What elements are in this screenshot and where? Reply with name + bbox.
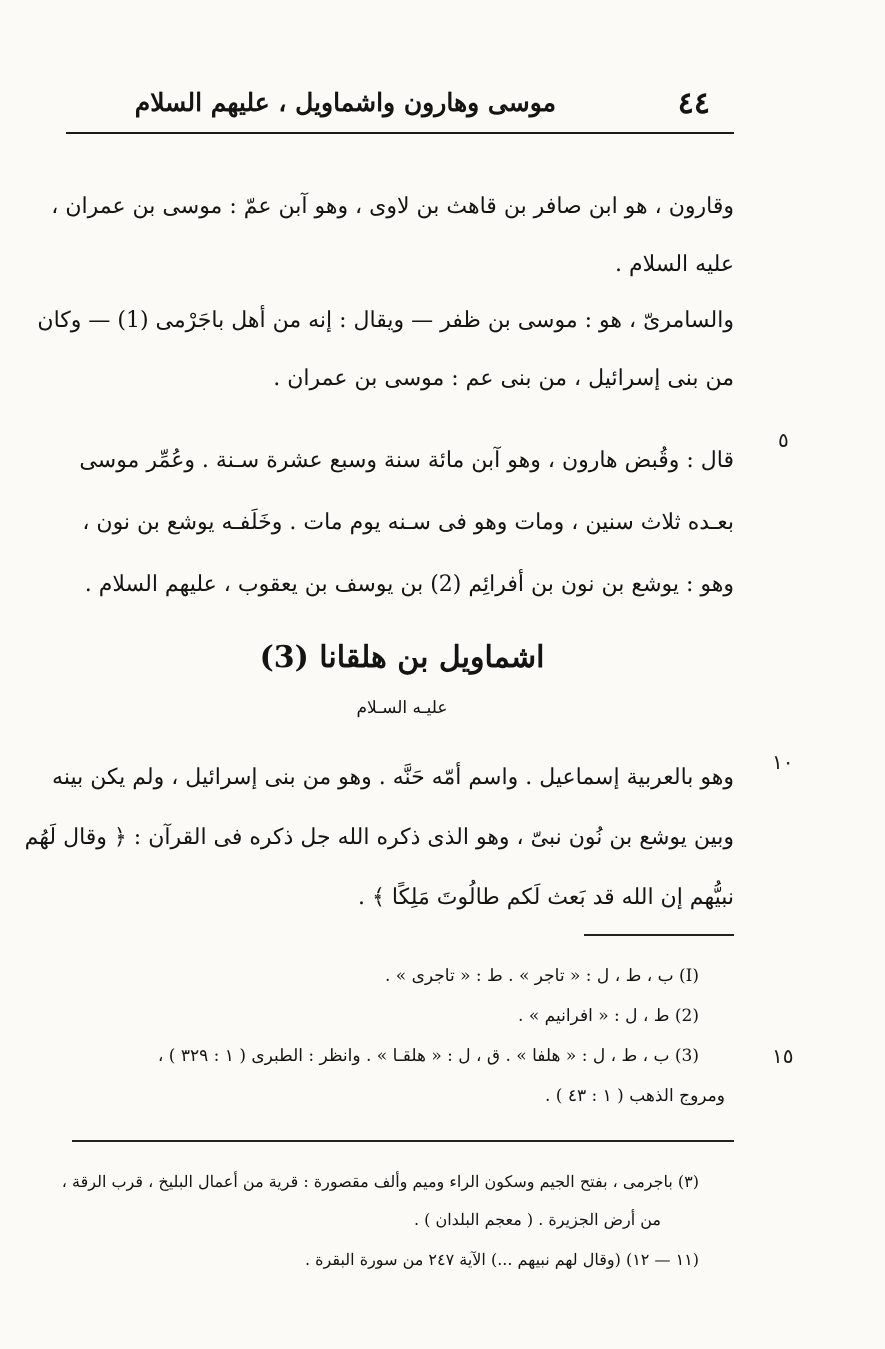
line-number-15: ١٥ [772,1044,794,1068]
text-line: وقارون ، هو ابن صافر بن قاهث بن لاوى ، وهو آبن عمّ : موسى بن عمران ، [51,194,734,219]
text-line: بعـده ثلاث سنين ، ومات وهو فى سـنه يوم مات . وخَلَفـه يوشع بن نون ، [82,510,734,535]
running-title: موسى وهارون واشماويل ، عليهم السلام [134,88,556,117]
paragraph-qarun [51,178,734,294]
text-line: عليه السلام . [614,252,734,277]
paragraph-samiri [37,292,734,408]
editor-note-1-line1: (٣) باجرمى ، بفتح الجيم وسكون الراء وميم وألف مقصورة : قرية من أعمال البليخ ، قرب الرقة ، [61,1172,699,1191]
text-line: من بنى إسرائيل ، من بنى عم : موسى بن عمران . [273,366,734,391]
footnote-3-line1: (3) ب ، ط ، ل : « هلفا » . ق ، ل : « هلقـا » . وانظر : الطبرى ( ١ : ٣٢٩ ) ، [157,1046,699,1066]
text-line: قال : وقُبض هارون ، وهو آبن مائة سنة وسبع عشرة سـنة . وعُمِّر موسى [79,448,734,473]
editor-note-2: (١١ — ١٢) (وقال لهم نبيهم ...) الآية ٢٤٧ من سورة البقرة . [304,1250,699,1269]
section-title: اشماويل بن هلقانا (3) [259,640,545,675]
line-number-5: ٥ [778,428,789,452]
editor-notes-rule [72,1140,734,1142]
editor-note-1-line2: من أرض الجزيرة . ( معجم البلدان ) . [413,1210,661,1229]
footnote-3-line2: ومروج الذهب ( ١ : ٤٣ ) . [544,1086,725,1106]
text-line: وهو بالعربية إسماعيل . واسم أمّه حَنَّه . وهو من بنى إسرائيل ، ولم يكن بينه [52,765,734,790]
page-number: ٤٤ [677,86,710,121]
footnote-1: (I) ب ، ط ، ل : « تاجر » . ط : « تاجرى » . [385,966,699,986]
section-subtitle: عليـه السـلام [356,698,448,718]
text-line: والسامرىّ ، هو : موسى بن ظفر — ويقال : إنه من أهل باجَرْمى (1) — وكان [37,308,734,333]
page-header [66,82,734,128]
footnote-2: (2) ط ، ل : « افرانيم » . [518,1006,699,1026]
header-rule [66,132,734,134]
text-line: نبيُّهم إن الله قد بَعث لَكم طالُوتَ مَلِكًا ﴾ . [358,885,734,910]
text-line: وهو : يوشع بن نون بن أفرائِم (2) بن يوسف بن يعقوب ، عليهم السلام . [84,572,734,597]
paragraph-ishmawil [24,748,734,928]
text-line: وبين يوشع بن نُون نبىّ ، وهو الذى ذكره الله جل ذكره فى القرآن : ﴿ وقال لَهُم [24,825,734,850]
line-number-10: ١٠ [772,750,794,774]
paragraph-harun-death [70,430,734,616]
footnote-rule [584,934,734,936]
